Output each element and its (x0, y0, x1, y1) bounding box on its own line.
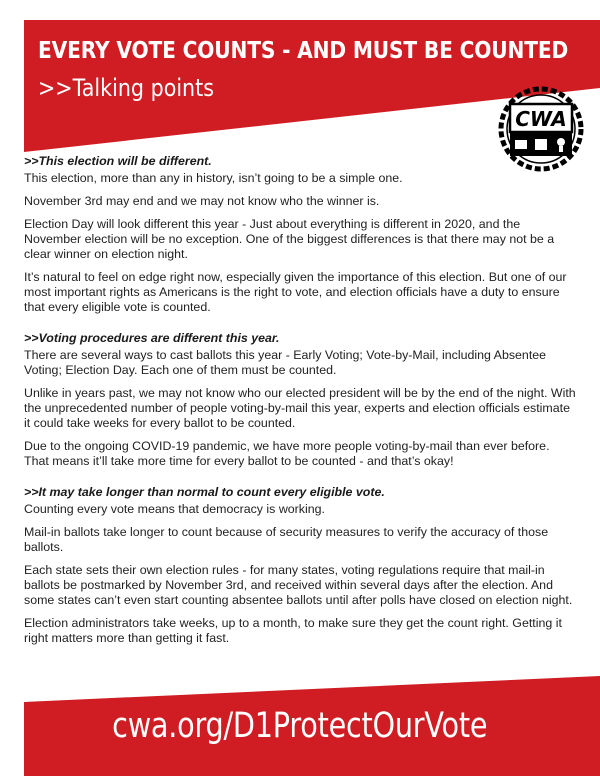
section-election-different (24, 154, 576, 315)
section-heading: >>This election will be different. (24, 154, 212, 168)
paragraph: Election administrators take weeks, up to a month, to make sure they get the count right. Getting it right matters more than getting it fast. (24, 616, 562, 645)
main-content (24, 154, 576, 662)
logo-wordmark: CWA (515, 107, 567, 131)
paragraph: There are several ways to cast ballots this year - Early Voting; Vote-by-Mail, including Absentee Voting; Election Day. Each one of them must be counted. (24, 348, 547, 377)
footer-url-link[interactable] (0, 706, 600, 746)
page-title: EVERY VOTE COUNTS - AND MUST BE COUNTED (38, 36, 569, 64)
paragraph: This election, more than any in history, isn’t going to be a simple one. (24, 171, 403, 185)
section-heading: >>Voting procedures are different this year. (24, 331, 280, 345)
paragraph: Election Day will look different this year - Just about everything is different in 2020, and the November election will be no exception. One of the biggest differences is that there may not be a clear winner on election night. (24, 217, 555, 261)
paragraph: November 3rd may end and we may not know who the winner is. (24, 194, 380, 208)
paragraph: Counting every vote means that democracy is working. (24, 502, 325, 516)
paragraph: Mail-in ballots take longer to count because of security measures to verify the accuracy of those ballots. (24, 525, 549, 554)
paragraph: Each state sets their own election rules - for many states, voting regulations require that mail-in ballots be postmarked by November 3rd, and received within several days after the election. And some states can’t even start counting absentee ballots until after polls have closed on election night. (24, 563, 573, 607)
section-voting-procedures (24, 331, 576, 469)
section-heading: >>It may take longer than normal to count every eligible vote. (24, 485, 385, 499)
page-subtitle: >>Talking points (38, 74, 214, 102)
paragraph: Unlike in years past, we may not know who our elected president will be by the end of the night. With the unprecedented number of people voting-by-mail this year, experts and election officials estimate it could take weeks for every ballot to be counted. (24, 386, 576, 430)
paragraph: Due to the ongoing COVID-19 pandemic, we have more people voting-by-mail than ever before. That means it’ll take more time for every ballot to be counted - and that’s okay! (24, 439, 550, 468)
footer-url-text: cwa.org/D1ProtectOurVote (112, 706, 488, 746)
paragraph: It’s natural to feel on edge right now, especially given the importance of this election. But one of our most important rights as Americans is the right to vote, and election officials have a duty to ensure that every eligible vote is counted. (24, 270, 567, 314)
section-longer-count (24, 485, 576, 646)
